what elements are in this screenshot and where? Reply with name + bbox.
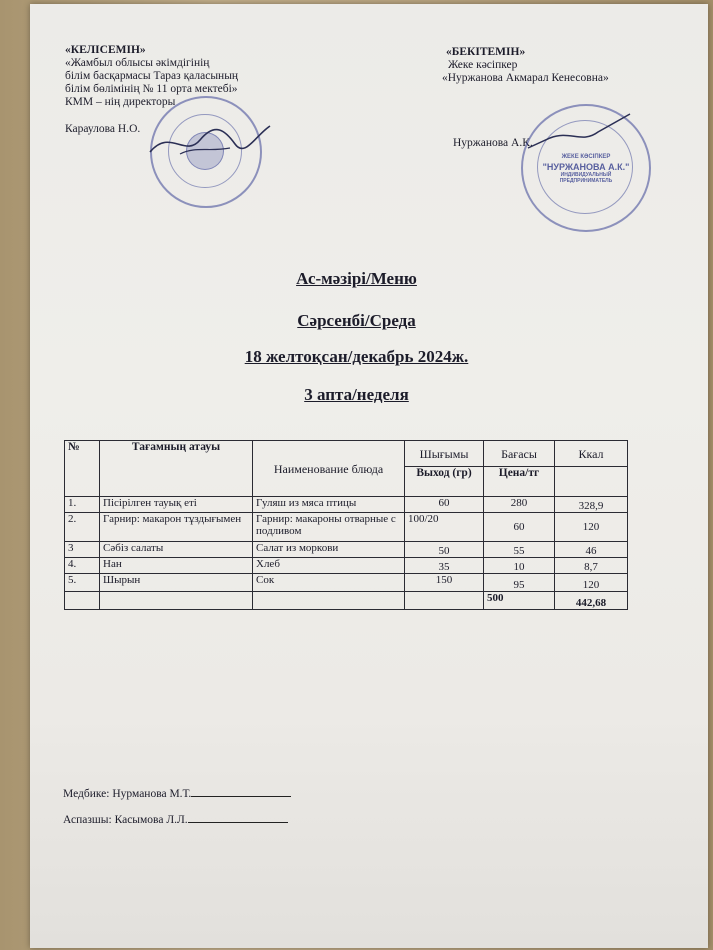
table-row bbox=[65, 497, 628, 513]
row-kcal: 46 bbox=[555, 542, 628, 558]
row-yield: 60 bbox=[405, 497, 484, 513]
row-name-kz: Сәбіз салаты bbox=[100, 542, 253, 558]
row-price: 60 bbox=[484, 513, 555, 542]
agreed-signer: Караулова Н.О. bbox=[65, 123, 141, 135]
table-row bbox=[65, 513, 628, 542]
stamp-top-text: ЖЕКЕ КӘСІПКЕР bbox=[561, 154, 611, 160]
total-price: 500 bbox=[484, 592, 555, 610]
date-title: 18 желтоқсан/декабрь 2024ж. bbox=[244, 347, 469, 366]
approved-block bbox=[442, 46, 609, 85]
approved-line-2: «Нуржанова Акмарал Кенесовна» bbox=[442, 72, 609, 84]
table-row bbox=[65, 574, 628, 592]
agreed-line-1: «Жамбыл облысы әкімдігінің bbox=[65, 57, 210, 69]
table-total-row bbox=[65, 592, 628, 610]
nurse-label: Медбике: Нурманова М.Т. bbox=[63, 788, 192, 800]
menu-title: Ас-мәзірі/Меню bbox=[296, 269, 417, 288]
row-yield: 150 bbox=[405, 574, 484, 592]
row-name-ru: Сок bbox=[253, 574, 405, 592]
stamp-bottom-text: ИНДИВИДУАЛЬНЫЙ ПРЕДПРИНИМАТЕЛЬ bbox=[559, 172, 613, 184]
agreed-title: «КЕЛІСЕМІН» bbox=[65, 44, 146, 56]
row-name-ru: Салат из моркови bbox=[253, 542, 405, 558]
header-yield-ru: Выход (гр) bbox=[405, 467, 484, 497]
header-name-ru: Наименование блюда bbox=[253, 441, 405, 497]
row-number: 1. bbox=[65, 497, 100, 513]
stamp-center-text: "НУРЖАНОВА А.К." bbox=[542, 162, 630, 172]
table-row bbox=[65, 558, 628, 574]
header-empty bbox=[555, 467, 628, 497]
header-price-kz: Бағасы bbox=[484, 441, 555, 467]
row-price: 10 bbox=[484, 558, 555, 574]
director-signature-icon bbox=[140, 118, 280, 168]
table-row bbox=[65, 542, 628, 558]
cook-signature bbox=[63, 814, 288, 826]
row-name-ru: Хлеб bbox=[253, 558, 405, 574]
agreed-line-2: білім басқармасы Тараз қаласының bbox=[65, 70, 239, 82]
menu-table bbox=[64, 440, 628, 610]
row-price: 55 bbox=[484, 542, 555, 558]
header-kcal: Ккал bbox=[555, 441, 628, 467]
header-price-ru: Цена/тг bbox=[484, 467, 555, 497]
total-kcal: 442,68 bbox=[555, 592, 628, 610]
row-name-kz: Шырын bbox=[100, 574, 253, 592]
cook-label: Аспазшы: Касымова Л.Л. bbox=[63, 814, 188, 826]
row-kcal: 8,7 bbox=[555, 558, 628, 574]
row-yield: 35 bbox=[405, 558, 484, 574]
approved-line-1: Жеке кәсіпкер bbox=[448, 59, 518, 71]
row-number: 5. bbox=[65, 574, 100, 592]
entrepreneur-signature-icon bbox=[520, 108, 640, 158]
row-yield: 100/20 bbox=[405, 513, 484, 542]
day-title: Сәрсенбі/Среда bbox=[297, 311, 416, 330]
row-number: 3 bbox=[65, 542, 100, 558]
row-kcal: 120 bbox=[555, 574, 628, 592]
approved-signer: Нуржанова А.К. bbox=[453, 137, 533, 149]
row-price: 280 bbox=[484, 497, 555, 513]
row-kcal: 120 bbox=[555, 513, 628, 542]
row-price: 95 bbox=[484, 574, 555, 592]
table-header-row bbox=[65, 441, 628, 467]
header-name-kz: Тағамның атауы bbox=[100, 441, 253, 497]
row-name-kz: Пісірілген тауық еті bbox=[100, 497, 253, 513]
row-name-kz: Гарнир: макарон тұздығымен bbox=[100, 513, 253, 542]
row-name-kz: Нан bbox=[100, 558, 253, 574]
header-yield-kz: Шығымы bbox=[405, 441, 484, 467]
header-number: № bbox=[65, 441, 100, 497]
agreed-line-3: білім бөлімінің № 11 орта мектебі» bbox=[65, 83, 238, 95]
nurse-signature-line bbox=[191, 796, 291, 797]
row-name-ru: Гарнир: макароны отварные с подливом bbox=[253, 513, 405, 542]
agreed-line-4: КММ – нің директоры bbox=[65, 96, 176, 108]
row-yield: 50 bbox=[405, 542, 484, 558]
row-number: 4. bbox=[65, 558, 100, 574]
row-name-ru: Гуляш из мяса птицы bbox=[253, 497, 405, 513]
row-number: 2. bbox=[65, 513, 100, 542]
nurse-signature bbox=[63, 788, 291, 800]
approved-title: «БЕКІТЕМІН» bbox=[446, 46, 526, 58]
cook-signature-line bbox=[188, 822, 288, 823]
row-kcal: 328,9 bbox=[555, 497, 628, 513]
week-title: 3 апта/неделя bbox=[304, 385, 409, 404]
